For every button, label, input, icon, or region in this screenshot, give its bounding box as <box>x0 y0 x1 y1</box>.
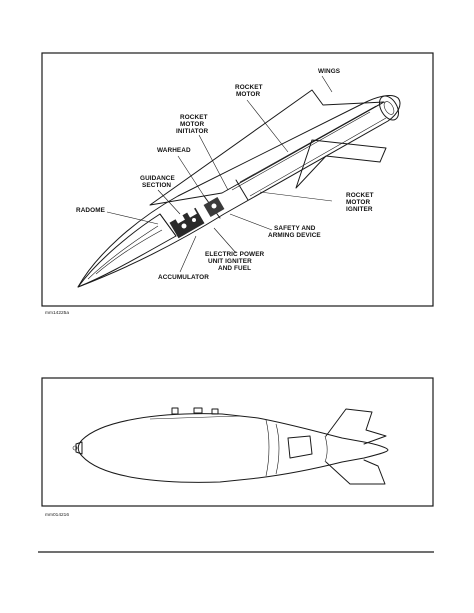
suspension-lug-1 <box>172 408 178 414</box>
label-igniter-3: IGNITER <box>346 206 373 213</box>
caption-top: mm14225a <box>45 311 69 316</box>
caption-bottom: mm014216 <box>45 513 69 518</box>
labels <box>76 68 374 281</box>
suspension-lug-3 <box>212 409 218 414</box>
label-electric-3: AND FUEL <box>218 265 252 272</box>
label-rocket-motor-2: MOTOR <box>236 91 261 98</box>
label-radome: RADOME <box>76 207 106 214</box>
label-wings: WINGS <box>318 68 341 75</box>
label-safety-1: SAFETY AND <box>274 225 316 232</box>
bomb-body <box>78 414 388 483</box>
label-safety-2: ARMING DEVICE <box>268 232 321 239</box>
access-panel <box>288 436 312 458</box>
label-electric-2: UNIT IGNITER <box>208 258 252 265</box>
label-initiator-2: MOTOR <box>180 121 205 128</box>
label-initiator-1: ROCKET <box>180 114 208 121</box>
bomb-figure <box>42 378 433 518</box>
missile-figure <box>42 53 433 316</box>
leader-lines <box>107 76 332 272</box>
label-igniter-2: MOTOR <box>346 199 371 206</box>
upper-tail-fin <box>326 409 386 444</box>
label-igniter-1: ROCKET <box>346 192 374 199</box>
label-electric-1: ELECTRIC POWER <box>205 251 265 258</box>
suspension-lug-2 <box>194 408 202 413</box>
bomb-figure-frame <box>42 378 433 506</box>
label-guidance-2: SECTION <box>142 182 172 189</box>
guidance-cutaway <box>170 197 225 238</box>
label-initiator-3: INITIATOR <box>176 128 209 135</box>
bomb-drawing <box>73 408 388 484</box>
label-guidance-1: GUIDANCE <box>140 175 175 182</box>
label-rocket-motor-1: ROCKET <box>235 84 263 91</box>
label-accumulator: ACCUMULATOR <box>158 274 209 281</box>
label-warhead: WARHEAD <box>157 147 191 154</box>
